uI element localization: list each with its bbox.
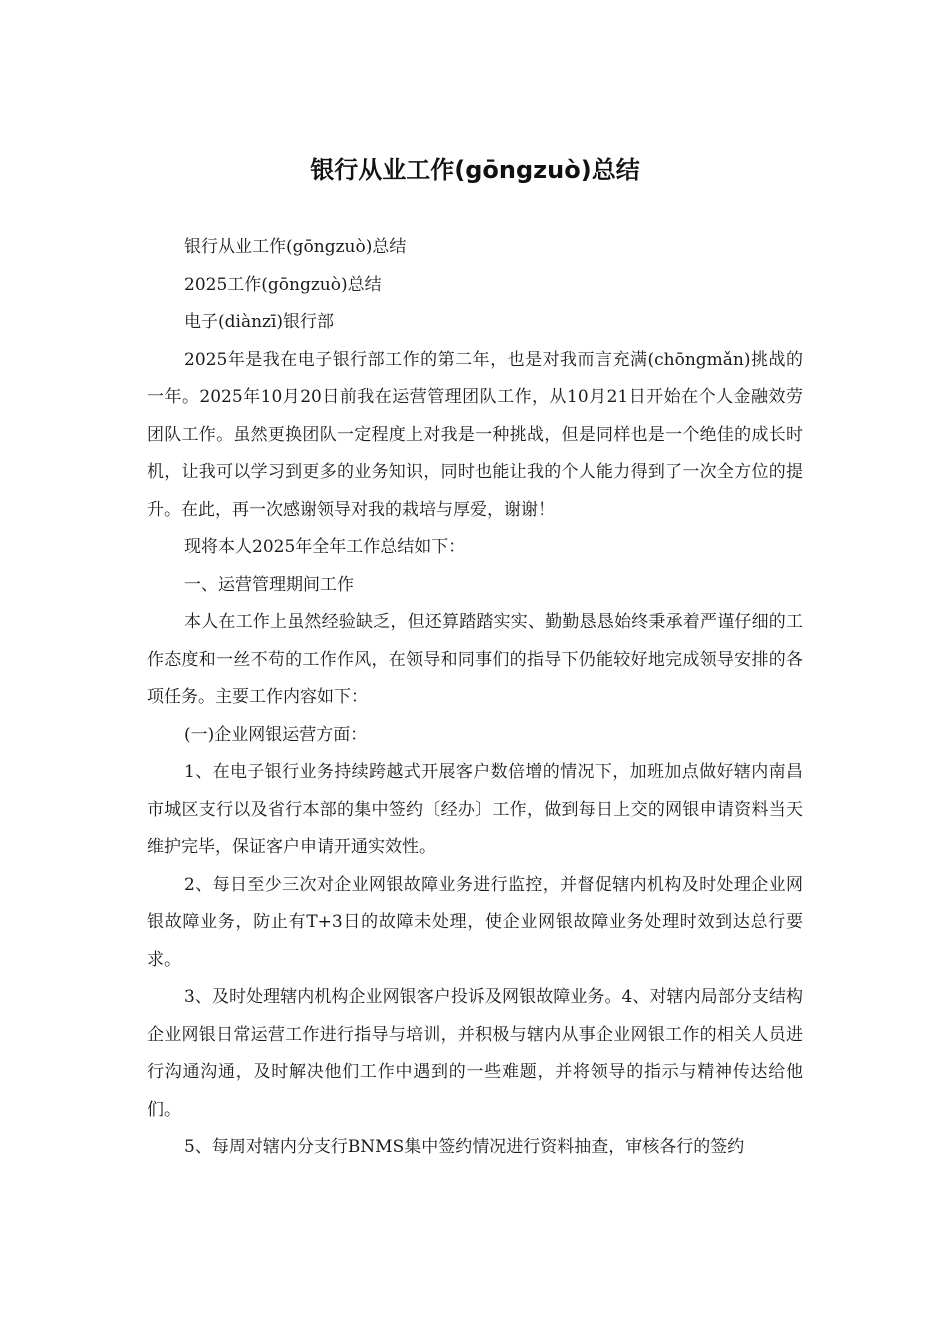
list-item-1: 1、在电子银行业务持续跨越式开展客户数倍增的情况下，加班加点做好辖内南昌市城区支行以及省行本部的集中签约〔经办〕工作，做到每日上交的网银申请资料当天维护完毕，保证客户申请开通实效性。 (147, 762, 803, 857)
paragraph-heading-repeat: 银行从业工作(gōngzuò)总结 (184, 237, 407, 257)
document-body (147, 229, 803, 1167)
list-item-3-4: 3、及时处理辖内机构企业网银客户投诉及网银故障业务。4、对辖内局部分支结构企业网银日常运营工作进行指导与培训，并积极与辖内从事企业网银工作的相关人员进行沟通沟通，及时解决他们工作中遇到的一些难题，并将领导的指示与精神传达给他们。 (147, 987, 803, 1120)
paragraph-intro: 2025年是我在电子银行部工作的第二年，也是对我而言充满(chōngmǎn)挑战的一年。2025年10月20日前我在运营管理团队工作，从10月21日开始在个人金融效劳团队工作。虽然更换团队一定程度上对我是一种挑战，但是同样也是一个绝佳的成长时机，让我可以学习到更多的业务知识，同时也能让我的个人能力得到了一次全方位的提升。在此，再一次感谢领导对我的栽培与厚爱，谢谢！ (147, 349, 803, 520)
paragraph-department: 电子(diànzī)银行部 (184, 312, 335, 332)
paragraph-year-summary: 2025工作(gōngzuò)总结 (184, 274, 382, 295)
list-item-5: 5、每周对辖内分支行BNMS集中签约情况进行资料抽查，审核各行的签约 (184, 1137, 745, 1157)
subsection-heading-corporate-ebank: (一)企业网银运营方面： (184, 724, 368, 745)
list-item-2: 2、每日至少三次对企业网银故障业务进行监控，并督促辖内机构及时处理企业网银故障业务，防止有T+3日的故障未处理，使企业网银故障业务处理时效到达总行要求。 (147, 874, 803, 970)
paragraph-summary-lead: 现将本人2025年全年工作总结如下： (184, 537, 466, 557)
section-heading-operations: 一、运营管理期间工作 (184, 574, 354, 595)
paragraph-work-attitude: 本人在工作上虽然经验缺乏，但还算踏踏实实、勤勤恳恳始终秉承着严谨仔细的工作态度和一丝不苟的工作作风，在领导和同事们的指导下仍能较好地完成领导安排的各项任务。主要工作内容如下： (147, 612, 803, 707)
document-title: 银行从业工作(gōngzuò)总结 (310, 156, 640, 184)
